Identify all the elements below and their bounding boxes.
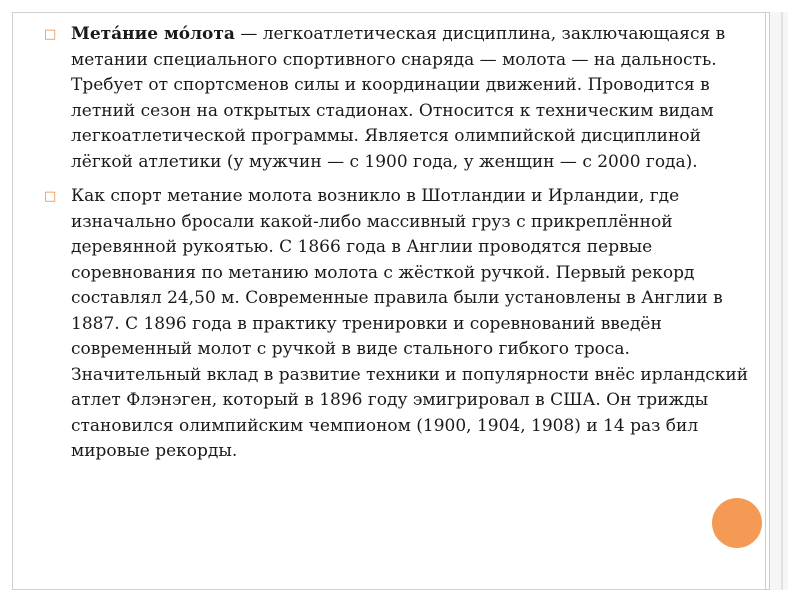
paragraph-text: Как спорт метание молота возникло в Шотландии и Ирландии, где изначально бросали какой-либо массивный груз с прикреплённой деревянной рукоятью. С 1866 года в Англии проводятся первые соревнования по метанию молота с жёсткой ручкой. Первый рекорд составлял 24,50 м. Современные правила были установлены в Англии в 1887. С 1896 года в практику тренировки и соревнований введён современный молот с ручкой в виде стального гибкого троса. Значительный вклад в развитие техники и популярности внёс ирландский атлет Флэнэген, который в 1896 году эмигрировал в США. Он трижды становился олимпийским чемпионом (1900, 1904, 1908) и 14 раз бил мировые рекорды. (71, 186, 749, 461)
vertical-rule-right (769, 12, 770, 590)
right-decorative-band (769, 12, 788, 590)
slide-content (44, 22, 760, 474)
bullet-icon: □ (44, 189, 57, 204)
paragraph-history (44, 184, 760, 465)
vertical-rule-left (765, 12, 766, 590)
paragraph-text: — легкоатлетическая дисциплина, заключающаяся в метании специального спортивного снаряда — молота — на дальность. Требует от спортсменов силы и координации движений. Проводится в летний сезон на открытых стадионах. Относится к техническим видам легкоатлетической программы. Является олимпийской дисциплиной лёгкой атлетики (у мужчин — с 1900 года, у женщин — с 2000 года). (71, 24, 726, 172)
right-decorative-line (781, 12, 783, 590)
term-title: Мета́ние мо́лота (71, 24, 235, 44)
paragraph-definition (44, 22, 760, 175)
orange-circle-decoration (712, 498, 762, 548)
bullet-icon: □ (44, 27, 57, 42)
